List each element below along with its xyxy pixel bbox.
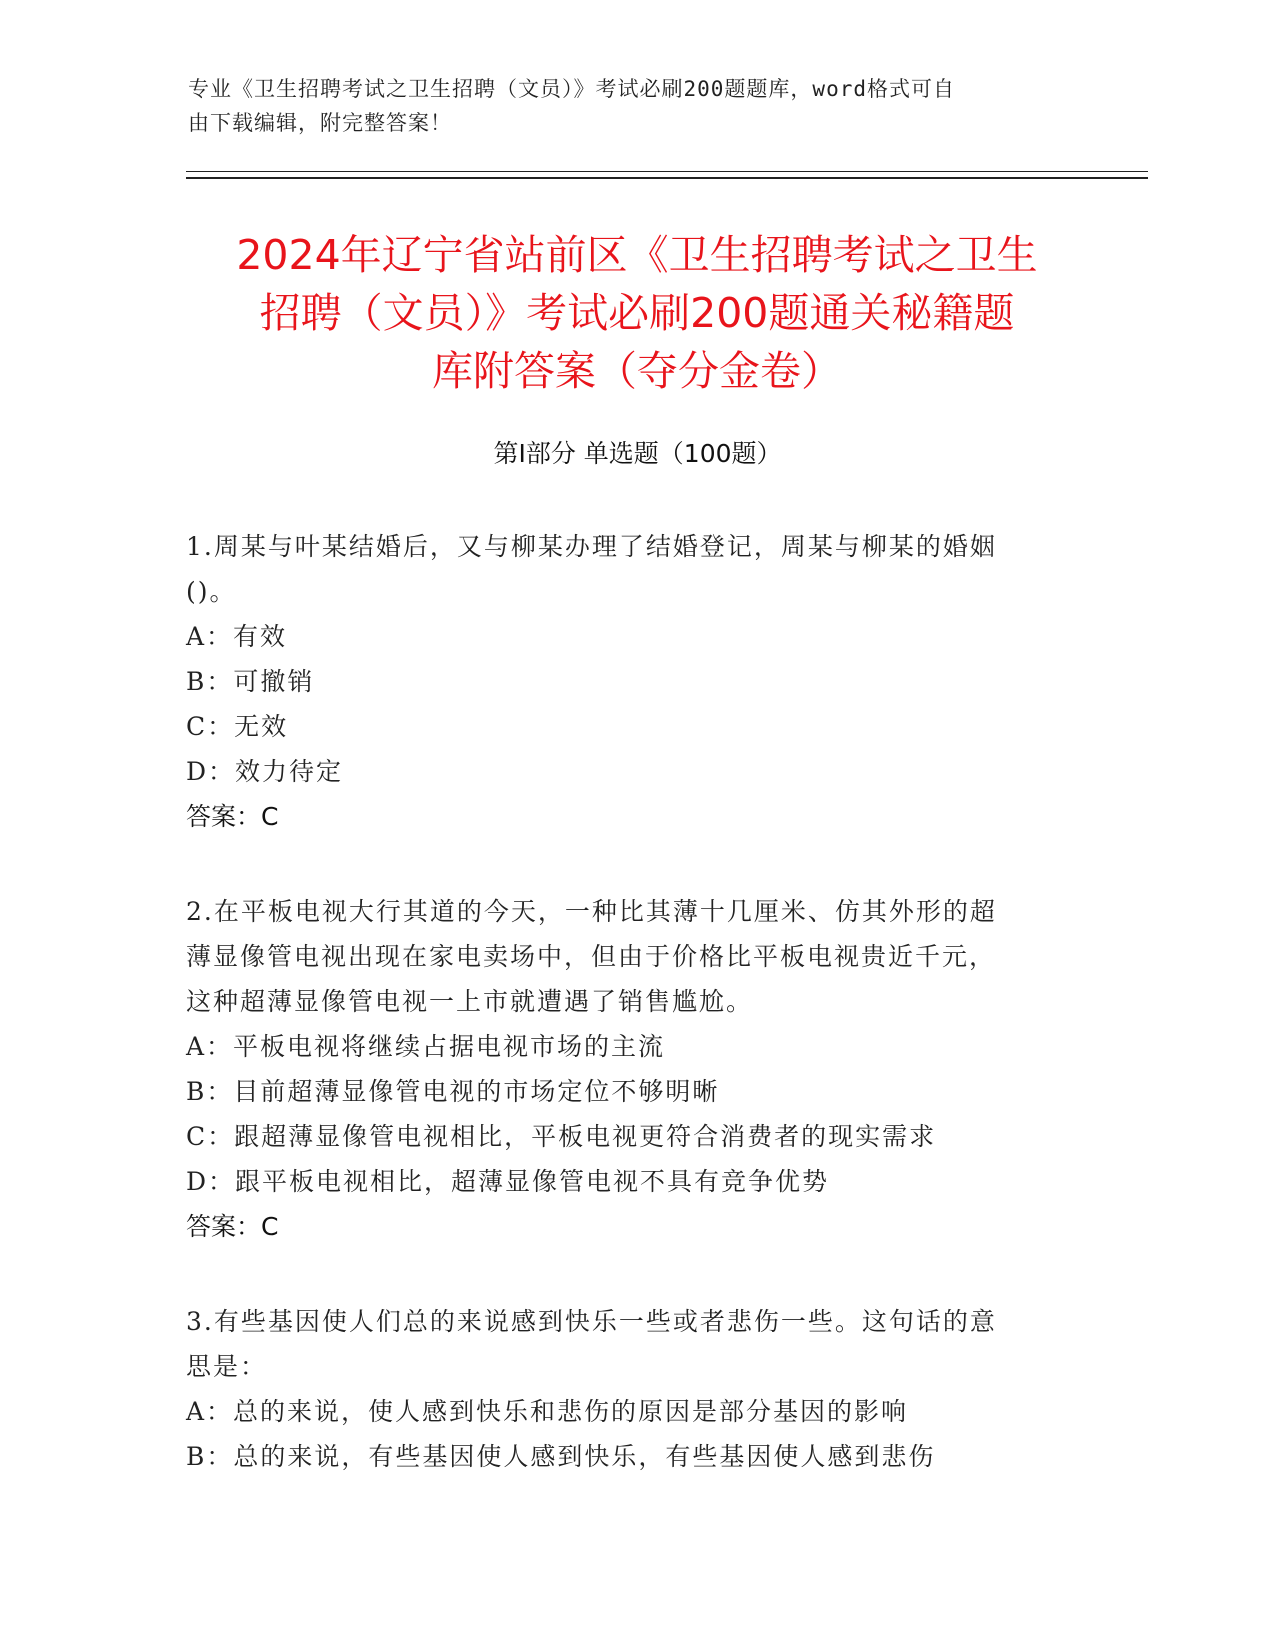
intro-text	[188, 72, 1068, 140]
header-rule-thick	[186, 177, 1148, 179]
question-stem: 3.有些基因使人们总的来说感到快乐一些或者悲伤一些。这句话的意	[186, 1307, 997, 1336]
title-line-1: 2024年辽宁省站前区《卫生招聘考试之卫生	[236, 231, 1038, 279]
question-stem: 1.周某与叶某结婚后，又与柳某办理了结婚登记，周某与柳某的婚姻	[186, 532, 997, 561]
option-a: A：总的来说，使人感到快乐和悲伤的原因是部分基因的影响	[186, 1397, 909, 1426]
answer: 答案：C	[186, 1212, 279, 1241]
option-c: C：跟超薄显像管电视相比，平板电视更符合消费者的现实需求	[186, 1122, 937, 1151]
question-3	[186, 1299, 1066, 1479]
intro-line-1: 专业《卫生招聘考试之卫生招聘（文员）》考试必刷200题题库，word格式可自	[188, 77, 955, 101]
document-title	[160, 226, 1114, 400]
answer: 答案：C	[186, 802, 279, 831]
option-d: D：效力待定	[186, 757, 344, 786]
section-heading: 第Ⅰ部分 单选题（100题）	[493, 439, 782, 468]
intro-line-2: 由下载编辑，附完整答案！	[188, 111, 452, 135]
title-line-2: 招聘（文员）》考试必刷200题通关秘籍题	[259, 289, 1015, 337]
header-rule-thin	[186, 171, 1148, 172]
question-2	[186, 889, 1066, 1249]
question-stem-cont: 这种超薄显像管电视一上市就遭遇了销售尴尬。	[186, 987, 754, 1016]
option-b: B：可撤销	[186, 667, 315, 696]
option-b: B：目前超薄显像管电视的市场定位不够明晰	[186, 1077, 720, 1106]
option-a: A：平板电视将继续占据电视市场的主流	[186, 1032, 666, 1061]
question-1	[186, 524, 1066, 839]
question-stem-cont: ()。	[186, 577, 237, 606]
question-list	[186, 524, 1066, 1529]
option-c: C：无效	[186, 712, 289, 741]
question-stem-cont: 薄显像管电视出现在家电卖场中，但由于价格比平板电视贵近千元，	[186, 942, 997, 971]
option-a: A：有效	[186, 622, 288, 651]
option-b: B：总的来说，有些基因使人感到快乐，有些基因使人感到悲伤	[186, 1442, 936, 1471]
title-line-3: 库附答案（夺分金卷）	[432, 347, 842, 395]
question-stem-cont: 思是：	[186, 1352, 268, 1381]
question-stem: 2.在平板电视大行其道的今天，一种比其薄十几厘米、仿其外形的超	[186, 897, 997, 926]
option-d: D：跟平板电视相比，超薄显像管电视不具有竞争优势	[186, 1167, 830, 1196]
